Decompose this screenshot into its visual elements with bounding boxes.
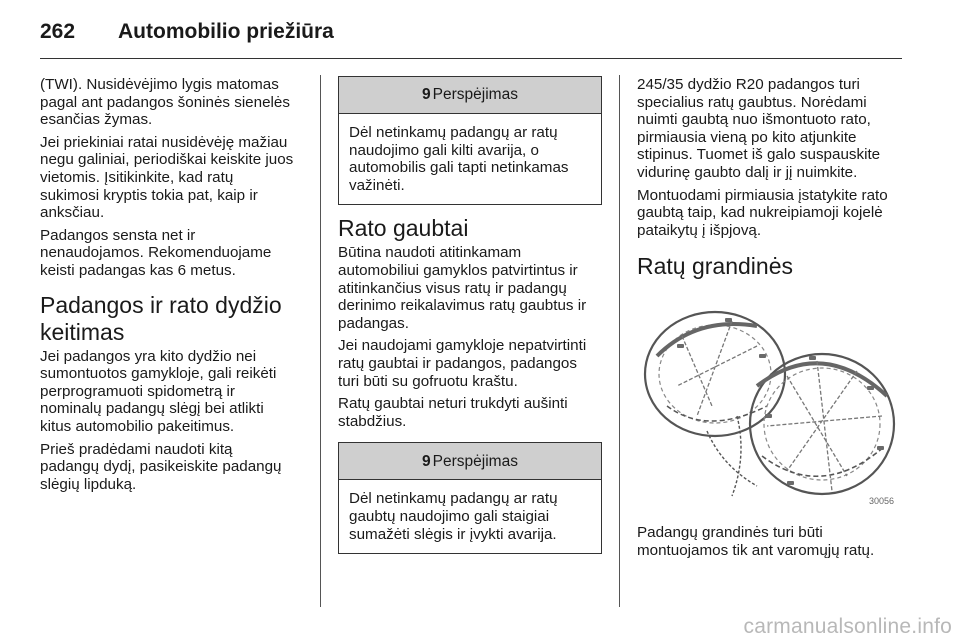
watermark: carmanualsonline.info: [743, 615, 952, 638]
snow-chains-illustration: [637, 296, 900, 510]
paragraph-245-covers: 245/35 dydžio R20 padangos turi specialius ratų gaubtus. Norėdami nuimti gaubtą nuo išmontuoto rato, pirmiausia vieną po kito atjunkite stipinus. Tuomet iš galo suspauskite vidurinę gaubto dalį ir jį nuimkite.: [637, 76, 881, 181]
paragraph-chains-drive-wheels: Padangų grandinės turi būti montuojamos tik ant varomųjų ratų.: [637, 524, 875, 559]
figure-id: 30056: [868, 495, 894, 506]
warning-header-2: [339, 443, 601, 480]
warning-body-2: Dėl netinkamų padangų ar ratų gaubtų naudojimo gali staigiai sumažėti slėgis ir įvykti avarija.: [349, 490, 558, 543]
heading-size-change: Padangos ir rato dydžio keitimas: [40, 291, 282, 345]
warning-title-2: Perspėjimas: [432, 452, 518, 470]
column-divider-1: [320, 75, 321, 607]
warning-header-1: [339, 77, 601, 114]
paragraph-covers-unapproved: Jei naudojami gamykloje nepatvirtinti ratų gaubtai ir padangos, padangos turi būti su gofruotu kraštu.: [338, 337, 587, 390]
column-3: [637, 76, 903, 565]
paragraph-mounting: Montuodami pirmiausia įstatykite rato gaubtą taip, kad nukreipiamoji kojelė pataikytų į išpjovą.: [637, 186, 888, 239]
page-number: 262: [40, 20, 76, 43]
warning-box-2: [338, 442, 602, 554]
column-2: [338, 76, 602, 564]
paragraph-rotation: Jei priekiniai ratai nusidėvėję mažiau negu galiniai, periodiškai keiskite juos vietomis. Įsitikinkite, kad ratų sukimosi kryptis tokia pat, kaip ir anksčiau.: [40, 133, 294, 222]
column-divider-2: [619, 75, 620, 607]
paragraph-aging: Padangos sensta net ir nenaudojamos. Rekomenduojame keisti padangas kas 6 metus.: [40, 226, 272, 279]
warning-triangle-icon: 9: [422, 452, 431, 470]
paragraph-twi: (TWI). Nusidėvėjimo lygis matomas pagal ant padangos šoninės sienelės esančias žymas.: [40, 76, 290, 129]
header-divider: [40, 58, 902, 59]
snow-chains-drawing: [637, 296, 900, 510]
heading-wheel-covers: Rato gaubtai: [338, 215, 469, 242]
warning-title-1: Perspėjimas: [432, 86, 518, 104]
paragraph-covers-brakes: Ratų gaubtai neturi trukdyti aušinti stabdžius.: [338, 395, 568, 430]
column-1: [40, 76, 308, 498]
warning-triangle-icon: 9: [422, 86, 431, 104]
paragraph-size-change: Jei padangos yra kito dydžio nei sumontuotos gamykloje, gali reikėti perprogramuoti spidometrą ir nominalų padangų slėgį bei atlikti kitus automobilio pakeitimus.: [40, 347, 277, 435]
paragraph-covers-approved: Būtina naudoti atitinkamam automobiliui gamyklos patvirtintus ir atitinkančius visus ratų ir padangų derinimo reikalavimus ratų gaubtus ir padangas.: [338, 244, 587, 332]
page-title: Automobilio priežiūra: [118, 20, 334, 43]
heading-snow-chains: Ratų grandinės: [637, 253, 793, 280]
paragraph-sticker: Prieš pradėdami naudoti kitą padangų dydį, pasikeiskite padangų slėgių lipduką.: [40, 440, 282, 493]
warning-box-1: [338, 76, 602, 205]
warning-body-1: Dėl netinkamų padangų ar ratų naudojimo gali kilti avarija, o automobilis gali tapti netinkamas važinėti.: [349, 124, 569, 194]
page-header: [40, 20, 902, 58]
